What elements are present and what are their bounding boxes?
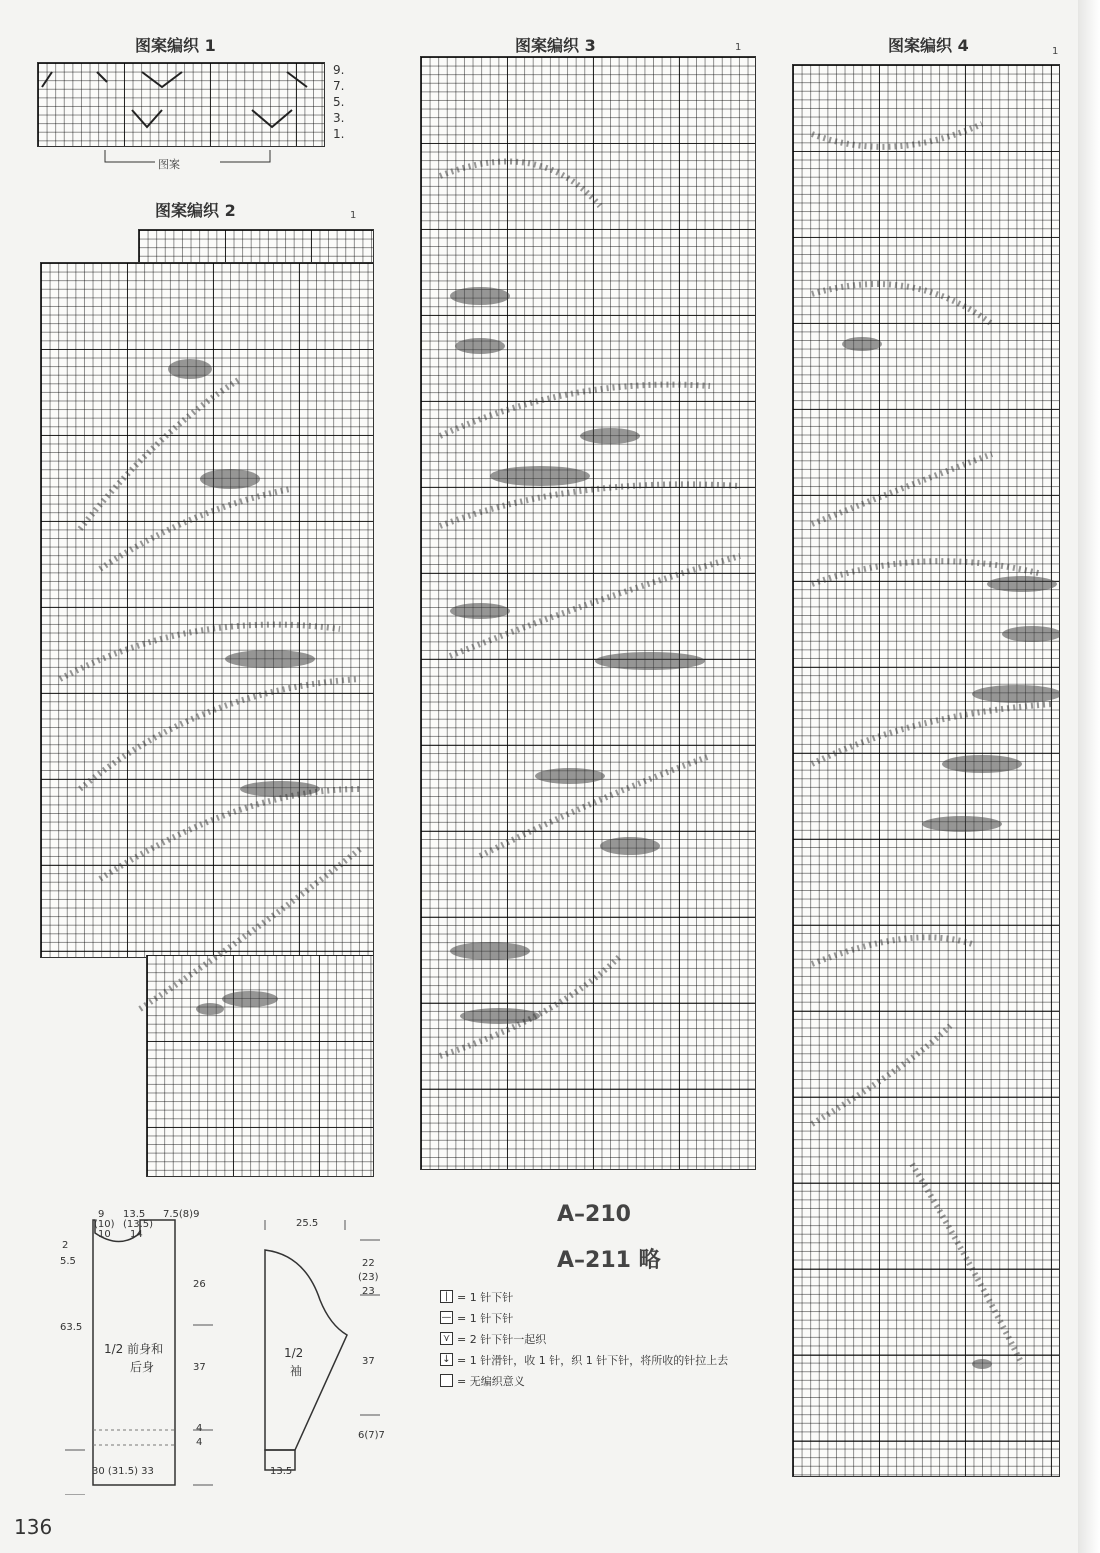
body-left-dim: 2 (62, 1240, 69, 1251)
sleeve-schematic (255, 1210, 395, 1495)
pattern1-cable-lines (37, 62, 325, 147)
pattern-code-omitted: A–211 略 (557, 1248, 661, 1273)
sleeve-right-dim: 22 (362, 1258, 375, 1269)
page-number: 136 (14, 1515, 53, 1539)
legend-text: = 无编织意义 (457, 1375, 525, 1388)
body-top-dim: (10) (94, 1219, 115, 1230)
pattern1-row-number: 1. (333, 127, 345, 141)
symbol-legend (440, 1290, 728, 1395)
no-stitch-symbol (440, 1374, 453, 1387)
legend-text: = 1 针下针 (457, 1312, 514, 1325)
legend-row (440, 1332, 728, 1348)
body-top-dim: 9 (98, 1209, 105, 1220)
k2tog-symbol: ⋎ (440, 1332, 453, 1345)
sleeve-right-dim: 6(7)7 (358, 1430, 385, 1441)
legend-text: = 1 针滑针，收 1 针，织 1 针下针，将所收的针拉上去 (457, 1354, 729, 1367)
skp-symbol: ↓ (440, 1353, 453, 1366)
body-top-dim: (13.5) (123, 1219, 154, 1230)
body-piece-label: 后身 (130, 1360, 155, 1374)
body-bottom-dim: 30 (31.5) 33 (92, 1466, 154, 1477)
pattern2-title: 图案编织 2 (155, 201, 236, 220)
pattern1-row-number: 7. (333, 79, 345, 93)
sleeve-right-dim: 23 (362, 1286, 375, 1297)
pattern4-corner-mark: 1 (1052, 46, 1059, 57)
pattern2-motif-shading (40, 229, 374, 1177)
pattern2-corner-mark: 1 (350, 210, 357, 221)
pattern3-corner-mark: 1 (735, 42, 742, 53)
sleeve-piece-label: 袖 (290, 1364, 303, 1378)
body-left-dim: 63.5 (60, 1322, 83, 1333)
pattern4-motif-shading (792, 64, 1060, 1477)
knit-stitch-symbol: | (440, 1290, 453, 1303)
legend-row (440, 1290, 728, 1306)
pattern1-row-number: 9. (333, 63, 345, 77)
pattern1-title: 图案编织 1 (135, 36, 216, 55)
pattern-code: A–210 (557, 1202, 631, 1227)
body-right-dim: 37 (193, 1362, 206, 1373)
body-top-dim: 13.5 (123, 1209, 146, 1220)
sleeve-piece-label: 1/2 (284, 1346, 304, 1360)
body-left-dim: 5.5 (60, 1256, 76, 1267)
pattern4-title: 图案编织 4 (888, 36, 969, 55)
legend-text: = 2 针下针一起织 (457, 1333, 547, 1346)
page-edge (1078, 0, 1100, 1553)
legend-row (440, 1353, 728, 1369)
pattern1-row-number: 3. (333, 111, 345, 125)
pattern3-motif-shading (420, 56, 756, 1170)
pattern1-repeat-bracket (100, 150, 280, 170)
body-top-dim: 10 (98, 1229, 111, 1240)
body-piece-label: 1/2 前身和 (104, 1342, 164, 1356)
sleeve-right-dim: 37 (362, 1356, 375, 1367)
sleeve-top-dim: 25.5 (296, 1218, 319, 1229)
legend-text: = 1 针下针 (457, 1291, 514, 1304)
dash-stitch-symbol: — (441, 1312, 452, 1323)
pattern1-repeat-label: 图案 (158, 158, 180, 171)
body-right-dim: 4 (196, 1437, 203, 1448)
body-top-dim: 7.5(8)9 (163, 1209, 200, 1220)
legend-row (440, 1374, 728, 1390)
body-right-dim: 4 (196, 1423, 203, 1434)
pattern1-row-number: 5. (333, 95, 345, 109)
body-right-dim: 26 (193, 1279, 206, 1290)
legend-row (440, 1311, 728, 1327)
sleeve-bottom-dim: 13.5 (270, 1466, 293, 1477)
sleeve-right-dim: (23) (358, 1272, 379, 1283)
body-top-dim: 14 (130, 1229, 143, 1240)
pattern3-title: 图案编织 3 (515, 36, 596, 55)
